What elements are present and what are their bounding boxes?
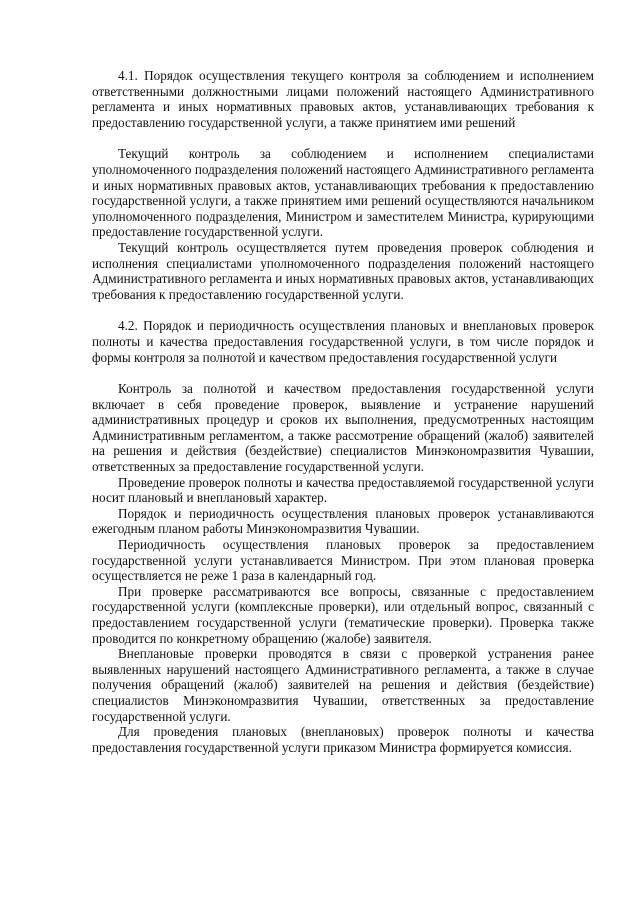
section-4-1-heading: 4.1. Порядок осуществления текущего контроля за соблюдением и исполнением ответственными должностными лицами положений настоящего Административного регламента и иных нормативных правовых актов, устанавливающих требования к предоставлению государственной услуги, а также принятием ими решений (92, 68, 594, 130)
paragraph: Для проведения плановых (внеплановых) проверок полноты и качества предоставления государственной услуги приказом Министра формируется комиссия. (92, 724, 594, 755)
spacer (92, 302, 594, 318)
document-page (92, 68, 594, 755)
paragraph: Периодичность осуществления плановых проверок за предоставлением государственной услуги устанавливается Министром. При этом плановая проверка осуществляется не реже 1 раза в календарный год. (92, 537, 594, 584)
section-4-2-heading: 4.2. Порядок и периодичность осуществления плановых и внеплановых проверок полноты и качества предоставления государственной услуги, в том числе порядок и формы контроля за полнотой и качеством предоставления государственной услуги (92, 318, 594, 365)
paragraph: Проведение проверок полноты и качества предоставляемой государственной услуги носит плановый и внеплановый характер. (92, 474, 594, 506)
paragraph: Текущий контроль осуществляется путем проведения проверок соблюдения и исполнения специалистами уполномоченного подразделения положений настоящего Административного регламента и иных нормативных правовых актов, устанавливающих требования к предоставлению государственной услуги. (92, 239, 594, 302)
spacer (92, 365, 594, 381)
paragraph: Порядок и периодичность осуществления плановых проверок устанавливаются ежегодным планом работы Минэкономразвития Чувашии. (92, 505, 594, 537)
paragraph: Текущий контроль за соблюдением и исполнением специалистами уполномоченного подразделения положений настоящего Административного регламента и иных нормативных правовых актов, устанавливающих требования к предоставлению государственной услуги, а также принятием ими решений осуществляются начальником уполномоченного подразделения, Министром и заместителем Министра, курирующими предоставление государственной услуги. (92, 146, 594, 240)
paragraph: При проверке рассматриваются все вопросы, связанные с предоставлением государственной услуги (комплексные проверки), или отдельный вопрос, связанный с предоставлением государственной услуги (тематические проверки). Проверка также проводится по конкретному обращению (жалобе) заявителя. (92, 583, 594, 646)
spacer (92, 130, 594, 146)
paragraph: Внеплановые проверки проводятся в связи с проверкой устранения ранее выявленных нарушений настоящего Административного регламента, а также в случае получения обращений (жалоб) заявителей на решения и действия (бездействие) специалистов Минэкономразвития Чувашии, ответственных за предоставление государственной услуги. (92, 646, 594, 724)
paragraph: Контроль за полнотой и качеством предоставления государственной услуги включает в себя проведение проверок, выявление и устранение нарушений административных процедур и сроков их выполнения, предусмотренных настоящим Административным регламентом, а также рассмотрение обращений (жалоб) заявителей на решения и действия (бездействие) специалистов Минэкономразвития Чувашии, ответственных за предоставление государственной услуги. (92, 381, 594, 475)
